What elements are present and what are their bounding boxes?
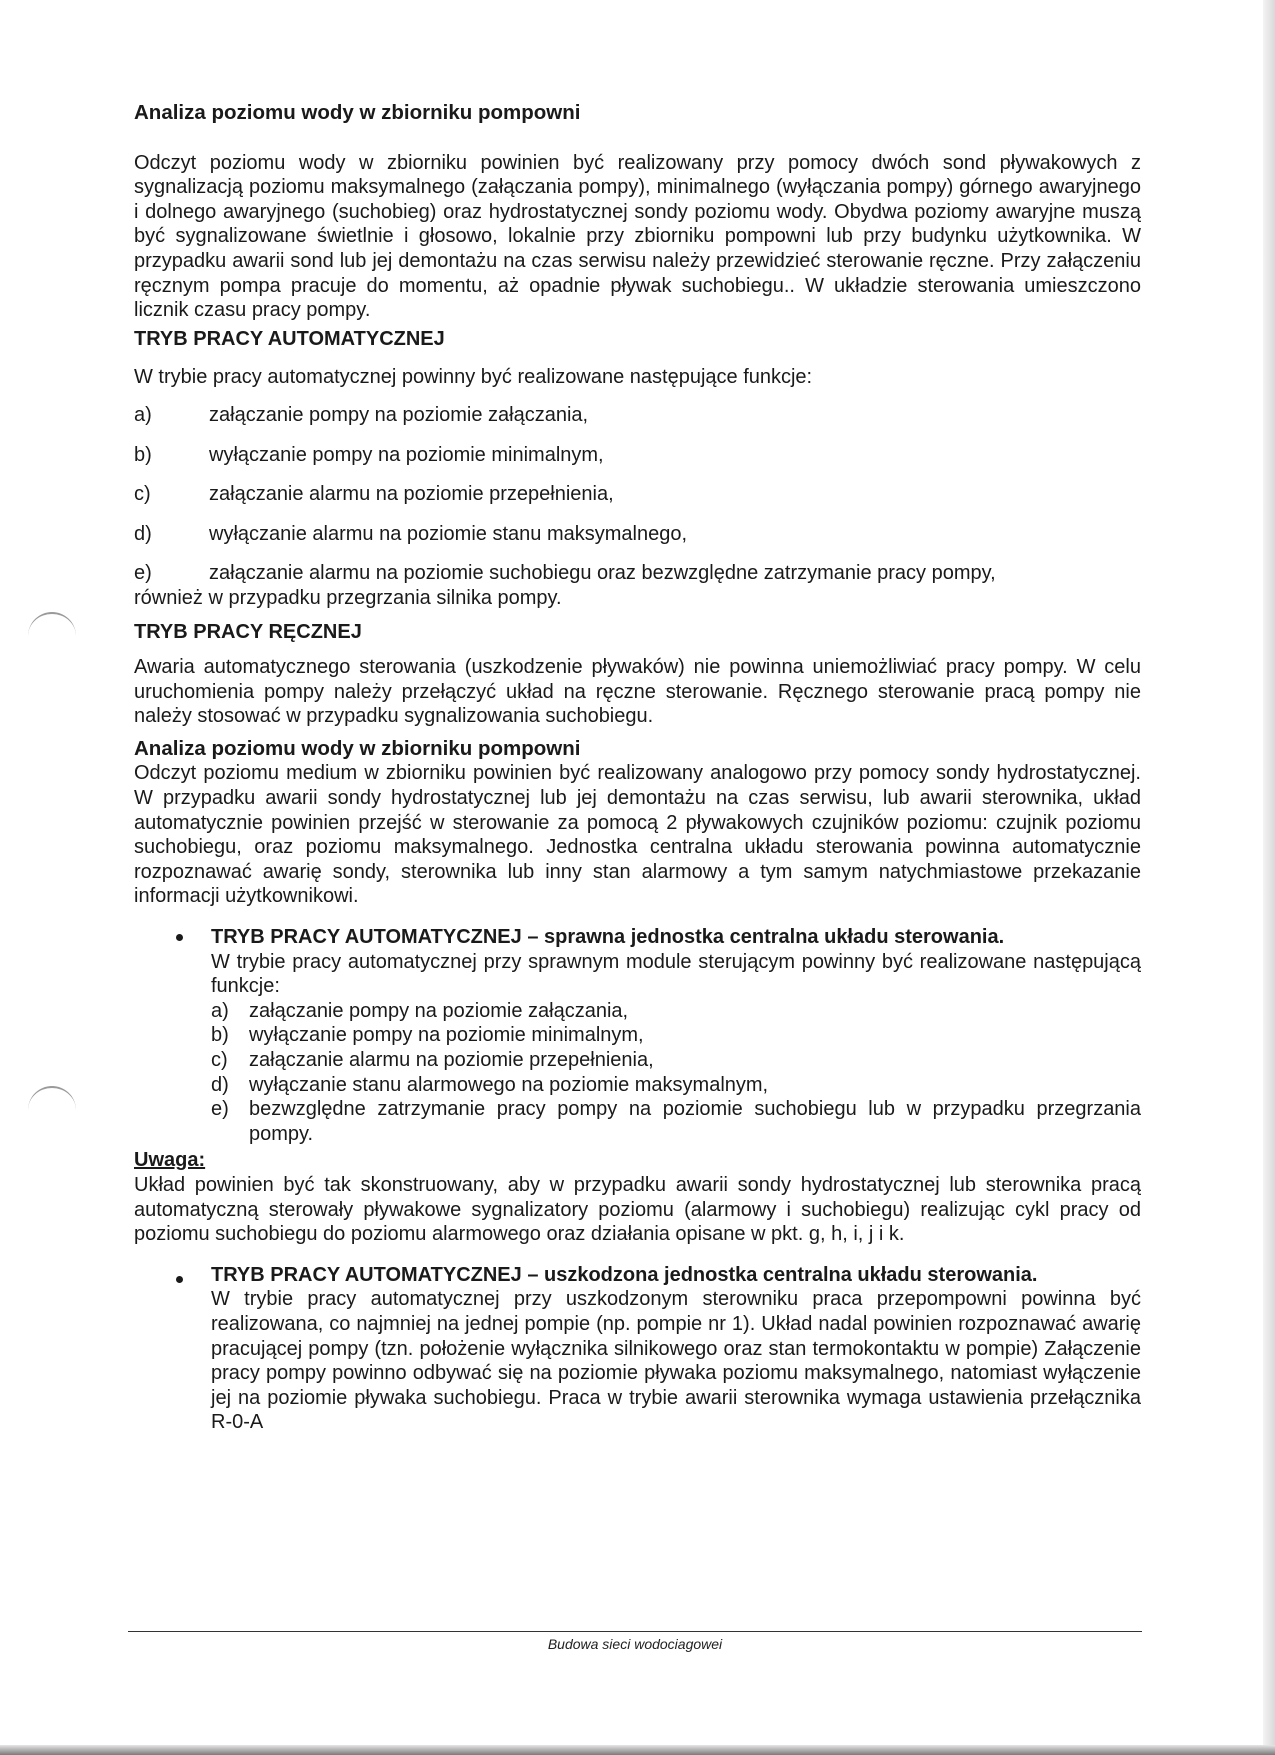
list-item-label: b) [134,443,152,466]
list-item-text: załączanie alarmu na poziomie przepełnienia, [249,1049,654,1071]
bullet-title: TRYB PRACY AUTOMATYCZNEJ – uszkodzona jednostka centralna układu sterowania. [211,1263,1038,1286]
list-item-label: c) [211,1049,228,1071]
list-item [211,1048,1141,1073]
auto-mode-intro: W trybie pracy automatycznej powinny być realizowane następujące funkcje: [134,366,813,389]
list-item-text: wyłączanie pompy na poziomie minimalnym, [209,443,604,466]
list-item-text: wyłączanie pompy na poziomie minimalnym, [249,1024,644,1047]
auto-function-list [134,403,1141,611]
list-item-text: załączanie pompy na poziomie załączania, [209,403,589,426]
bullet-icon [176,934,183,941]
section-title: Analiza poziomu wody w zbiorniku pompowni [134,101,581,124]
list-item-text: załączanie pompy na poziomie załączania, [249,999,629,1022]
document-body [134,101,1141,1435]
bullet-title: TRYB PRACY AUTOMATYCZNEJ – sprawna jednostka centralna układu sterowania. [211,926,1005,949]
note-title: Uwaga: [134,1149,206,1172]
punch-hole-mark [28,612,76,640]
list-item-label: b) [211,1024,229,1047]
list-item-label: c) [134,483,151,506]
list-item-text: załączanie alarmu na poziomie przepełnienia, [209,483,614,506]
list-item-label: a) [211,999,229,1022]
manual-mode-title: TRYB PRACY RĘCZNEJ [134,620,362,643]
list-item [211,999,1141,1024]
auto-mode-title: TRYB PRACY AUTOMATYCZNEJ [134,327,445,350]
list-item-label: e) [211,1098,229,1121]
punch-hole-mark [28,1086,76,1114]
list-item [134,561,1141,586]
list-item [134,482,1141,507]
intro-paragraph: Odczyt poziomu wody w zbiorniku powinien być realizowany przy pomocy dwóch sond pływakowych z sygnalizacją poziomu maksymalnego (załączania pompy), minimalnego (wyłączania pompy) górnego awaryjnego i dolnego awaryjnego (suchobieg) oraz hydrostatycznej sondy poziomu wody. Obydwa poziomy awaryjne muszą być sygnalizowane świetlnie i głosowo, lokalnie przy zbiorniku pompowni lub przy budynku użytkownika. W przypadku awarii sond lub jej demontażu na czas serwisu należy przewidzieć sterowanie ręczne. Przy załączeniu ręcznym pompa pracuje do momentu, aż opadnie pływak suchobiegu.. W układzie sterowania umieszczono licznik czasu pracy pompy. [134,151,1141,322]
list-item [211,1023,1141,1048]
bullet-intro: W trybie pracy automatycznej przy sprawnym module sterującym powinny być realizowane następującą funkcje: [211,950,1141,998]
auto-mode-working-block [134,925,1141,1146]
list-item-label: e) [134,562,152,585]
bullet-icon [176,1276,183,1283]
auto-mode-failure-block [134,1263,1141,1435]
list-item-text: bezwzględne zatrzymanie pracy pompy na poziomie suchobiegu lub w przypadku przegrzania pompy. [249,1098,1141,1145]
bullet-paragraph: W trybie pracy automatycznej przy uszkodzonym sterowniku praca przepompowni powinna być realizowana, co najmniej na jednej pompie (np. pompie nr 1). Układ nadal powinien rozpoznawać awarię pracującej pompy (tzn. położenie wyłącznika silnikowego oraz stan termokontaktu w pompie) Załączenie pracy pompy powinno odbywać się na poziomie pływaka poziomu maksymalnego, natomiast wyłączenie jej na poziomie pływaka suchobiegu. Praca w trybie awarii sterownika wymaga ustawienia przełącznika R-0-A [211,1288,1141,1434]
analysis-paragraph: Odczyt poziomu medium w zbiorniku powinien być realizowany analogowo przy pomocy sondy hydrostatycznej. W przypadku awarii sondy hydrostatycznej lub jej demontażu na czas serwisu, lub awarii sterownika, układ automatycznie powinien przejść w sterowanie za pomocą 2 pływakowych czujników poziomu: czujnik poziomu suchobiegu, oraz poziomu maksymalnego. Jednostka centralna układu sterowania powinna automatycznie rozpoznawać awarię sondy, sterownika lub inny stan alarmowy a tym samym natychmiastowe przekazanie informacji użytkownikowi. [134,762,1141,908]
scan-edge-bottom [0,1745,1275,1755]
note-paragraph: Układ powinien być tak skonstruowany, aby w przypadku awarii sondy hydrostatycznej lub sterownika pracą automatyczną sterowały pływakowe sygnalizatory poziomu (alarmowy i suchobiegu) realizując cykl pracy od poziomu suchobiegu do poziomu alarmowego oraz działania opisane w pkt. g, h, i, j i k. [134,1173,1141,1246]
list-item [134,403,1141,428]
page-footer: Budowa sieci wodociagowei [547,1636,723,1652]
list-item-label: d) [211,1073,229,1096]
function-list [211,999,1141,1147]
list-item [134,522,1141,547]
list-item-text: wyłączanie stanu alarmowego na poziomie maksymalnym, [249,1073,769,1096]
list-item-label: a) [134,403,152,426]
list-item [211,1073,1141,1098]
manual-mode-paragraph: Awaria automatycznego sterowania (uszkodzenie pływaków) nie powinna uniemożliwiać pracy pompy. W celu uruchomienia pompy należy przełączyć układ na ręczne sterowanie. Ręcznego sterowanie pracą pompy nie należy stosować w przypadku sygnalizowania suchobiegu. [134,656,1141,728]
list-item-text: wyłączanie alarmu na poziomie stanu maksymalnego, [209,522,688,545]
footer-divider [128,1631,1142,1632]
section-title: Analiza poziomu wody w zbiorniku pompowni [134,736,581,760]
list-item [134,443,1141,468]
scan-edge-right [1263,0,1275,1755]
list-item-continuation: również w przypadku przegrzania silnika pompy. [134,586,562,609]
list-item-label: d) [134,522,152,545]
list-item-text: załączanie alarmu na poziomie suchobiegu oraz bezwzględne zatrzymanie pracy pompy, [209,562,996,585]
list-item [211,1097,1141,1146]
